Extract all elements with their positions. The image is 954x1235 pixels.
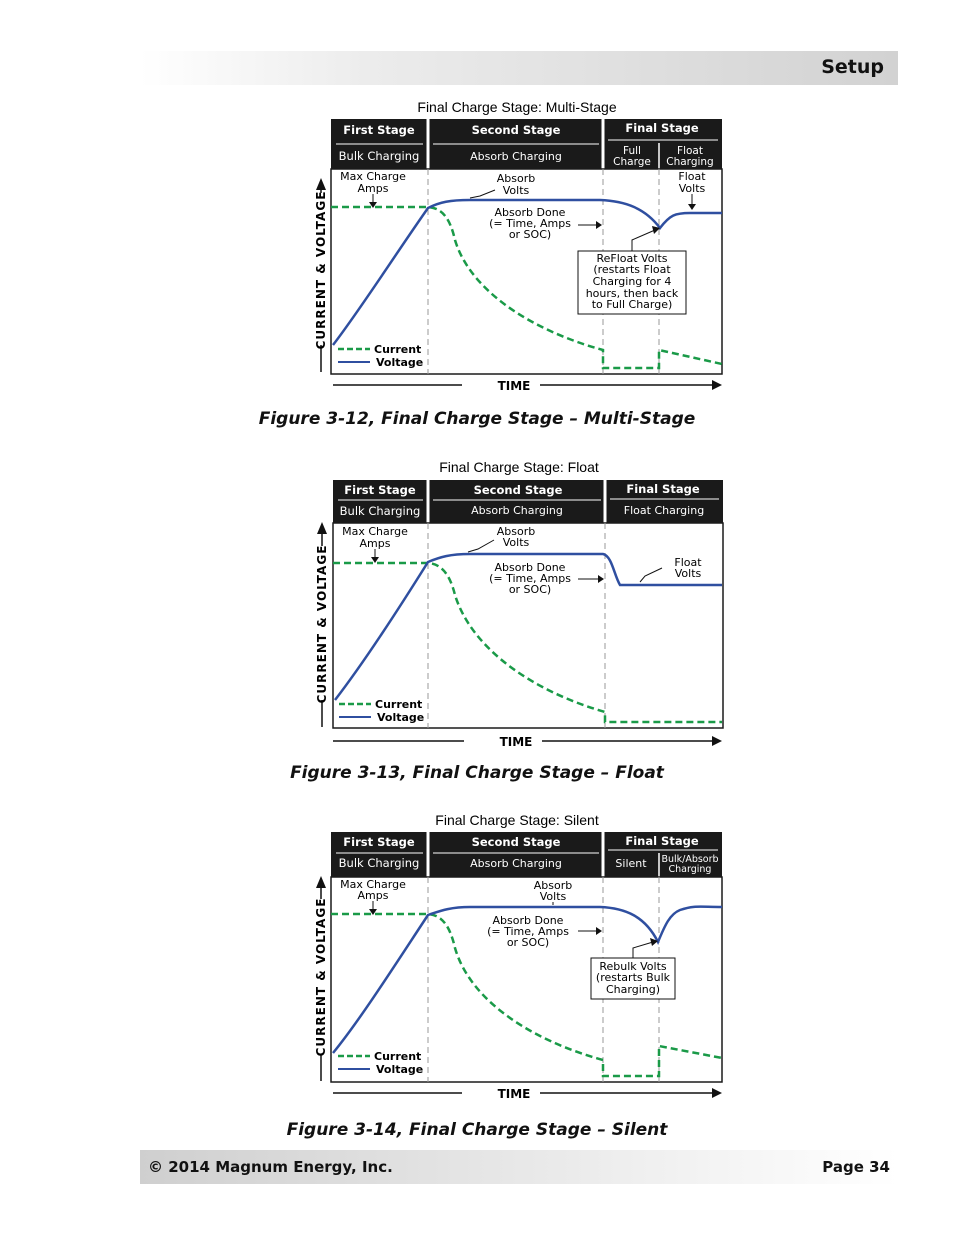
absorb-done-label: Absorb Done xyxy=(492,914,564,927)
x-axis-label: TIME xyxy=(497,379,531,393)
y-axis-label: CURRENT & VOLTAGE xyxy=(314,190,328,350)
absorb-volts-label: Absorb xyxy=(533,879,573,892)
float-volts-label: Volts xyxy=(674,567,702,580)
callout-line: to Full Charge) xyxy=(591,298,673,311)
legend-current: Current xyxy=(374,1050,422,1063)
max-charge-label: Max Charge xyxy=(340,170,406,183)
chart-float xyxy=(300,455,730,755)
absorb-volts-label: Absorb xyxy=(496,172,536,185)
figure-title: Final Charge Stage: Multi-Stage xyxy=(417,99,617,115)
absorb-done-label: or SOC) xyxy=(506,936,550,949)
legend-voltage: Voltage xyxy=(377,711,425,724)
final-stage-label: Final Stage xyxy=(626,482,700,496)
header-bar xyxy=(140,51,898,85)
bulk-absorb-label: Charging xyxy=(668,864,712,875)
chart-silent xyxy=(300,808,730,1108)
y-axis-label: CURRENT & VOLTAGE xyxy=(314,897,328,1057)
final-stage-label: Final Stage xyxy=(625,834,699,848)
absorb-done-label: (= Time, Amps xyxy=(487,925,569,938)
absorb-done-label: (= Time, Amps xyxy=(489,572,571,585)
figure-title: Final Charge Stage: Float xyxy=(439,459,599,475)
bulk-absorb-label: Bulk/Absorb xyxy=(661,854,719,865)
footer-bar xyxy=(140,1150,898,1184)
max-charge-label: Amps xyxy=(359,537,391,550)
page-number: Page 34 xyxy=(822,1158,890,1176)
absorb-volts-label: Volts xyxy=(539,890,567,903)
float-charging-label: Float xyxy=(677,145,703,157)
bulk-charging-label: Bulk Charging xyxy=(338,856,420,870)
callout-line: Charging) xyxy=(605,983,661,996)
second-stage-label: Second Stage xyxy=(471,123,561,137)
legend-current: Current xyxy=(374,343,422,356)
absorb-volts-label: Volts xyxy=(502,184,530,197)
final-stage-label: Final Stage xyxy=(625,121,699,135)
full-charge-label: Full xyxy=(623,145,641,157)
first-stage-label: First Stage xyxy=(343,835,415,849)
max-charge-label: Amps xyxy=(357,889,389,902)
absorb-done-label: (= Time, Amps xyxy=(489,217,571,230)
callout-line: hours, then back xyxy=(585,287,679,300)
absorb-volts-label: Absorb xyxy=(496,525,536,538)
absorb-volts-label: Volts xyxy=(502,536,530,549)
float-volts-label: Float xyxy=(674,556,702,569)
figure-caption: Figure 3-14, Final Charge Stage – Silent xyxy=(286,1120,668,1140)
figure-caption: Figure 3-12, Final Charge Stage – Multi-Stage xyxy=(258,409,696,429)
legend-voltage: Voltage xyxy=(376,1063,424,1076)
max-charge-label: Max Charge xyxy=(342,525,408,538)
figure-float xyxy=(300,455,730,755)
figure-caption: Figure 3-13, Final Charge Stage – Float xyxy=(290,763,664,783)
float-charging-label: Charging xyxy=(666,156,714,168)
callout-line: Rebulk Volts xyxy=(599,960,667,973)
callout-line: Charging for 4 xyxy=(592,275,672,288)
bulk-charging-label: Bulk Charging xyxy=(338,149,420,163)
y-axis-label: CURRENT & VOLTAGE xyxy=(315,544,329,704)
silent-label: Silent xyxy=(615,857,647,870)
x-axis-label: TIME xyxy=(497,1087,531,1101)
second-stage-label: Second Stage xyxy=(471,835,561,849)
absorb-charging-label: Absorb Charging xyxy=(471,504,563,517)
callout-line: (restarts Bulk xyxy=(595,971,671,984)
x-axis-label: TIME xyxy=(499,735,533,749)
absorb-charging-label: Absorb Charging xyxy=(470,150,562,163)
figure-multi-stage xyxy=(300,95,730,400)
copyright: © 2014 Magnum Energy, Inc. xyxy=(148,1158,393,1176)
float-volts-label: Volts xyxy=(678,182,706,195)
float-volts-label: Float xyxy=(678,170,706,183)
callout-line: (restarts Float xyxy=(593,263,671,276)
callout-line: ReFloat Volts xyxy=(596,252,668,265)
section-title: Setup xyxy=(821,56,884,78)
second-stage-label: Second Stage xyxy=(473,483,563,497)
float-charging-label: Float Charging xyxy=(623,504,705,517)
max-charge-label: Amps xyxy=(357,182,389,195)
legend-voltage: Voltage xyxy=(376,356,424,369)
legend-current: Current xyxy=(375,698,423,711)
max-charge-label: Max Charge xyxy=(340,878,406,891)
full-charge-label: Charge xyxy=(613,156,651,168)
absorb-done-label: Absorb Done xyxy=(494,561,566,574)
bulk-charging-label: Bulk Charging xyxy=(339,504,421,518)
first-stage-label: First Stage xyxy=(343,123,415,137)
first-stage-label: First Stage xyxy=(344,483,416,497)
figure-title: Final Charge Stage: Silent xyxy=(435,812,599,828)
absorb-charging-label: Absorb Charging xyxy=(470,857,562,870)
absorb-done-label: or SOC) xyxy=(508,228,552,241)
absorb-done-label: or SOC) xyxy=(508,583,552,596)
figure-silent xyxy=(300,808,730,1108)
chart-multi-stage xyxy=(300,95,730,400)
absorb-done-label: Absorb Done xyxy=(494,206,566,219)
